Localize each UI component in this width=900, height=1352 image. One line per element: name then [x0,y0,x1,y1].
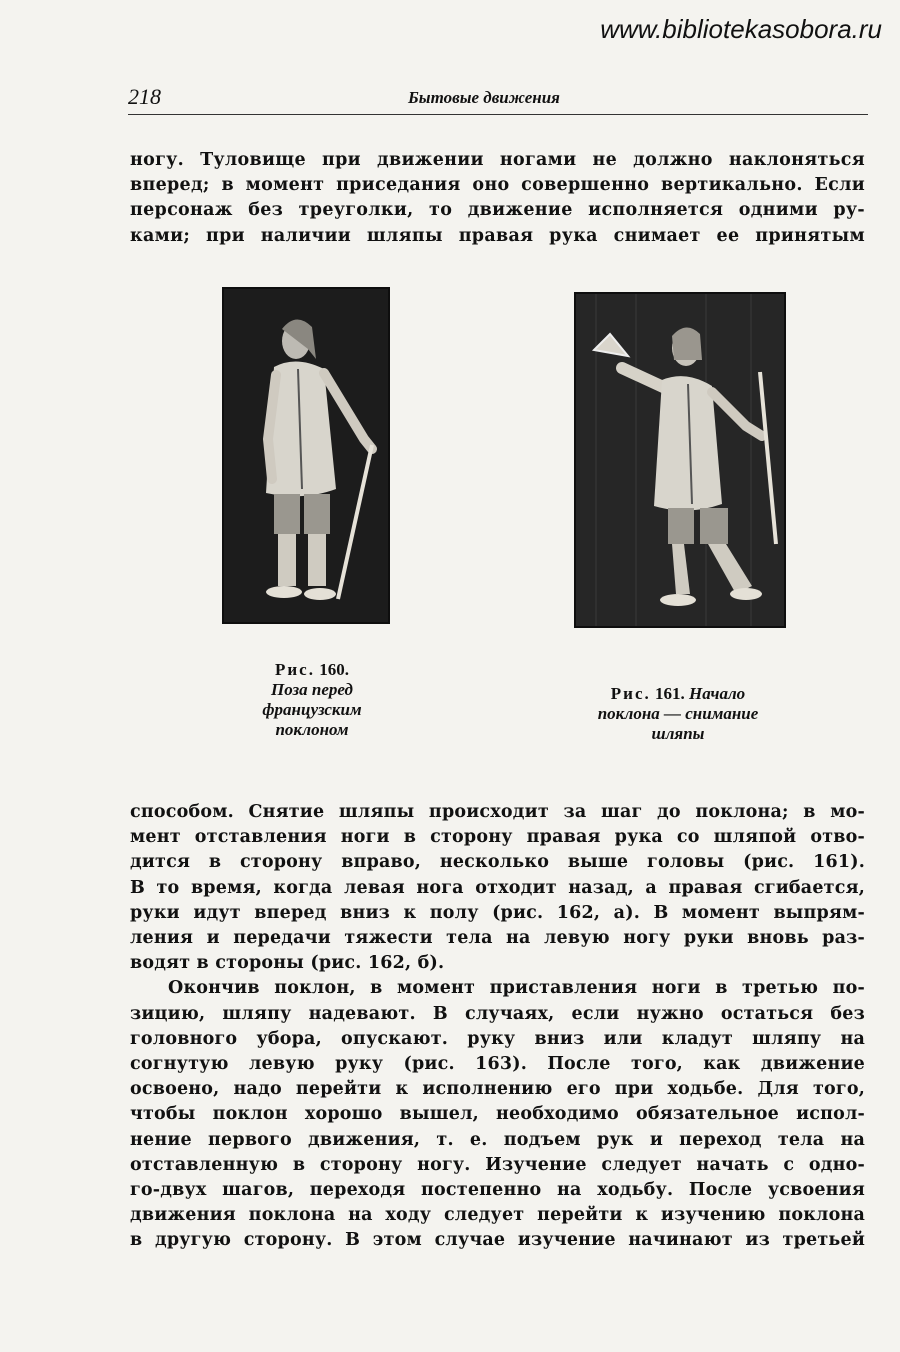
text-line: освоено, надо перейти к исполнению его при ходьбе. Для того, [130,1079,865,1100]
figure-160-caption [222,660,402,740]
text-line: движения поклона на ходу следует перейти к изучению поклона [130,1205,865,1226]
caption-text-line: Начало [689,684,746,703]
caption-text-line: поклона — снимание [597,704,759,723]
text-line: чтобы поклон хорошо вышел, необходимо обязательное испол- [130,1104,865,1125]
figure-161-caption [560,684,796,744]
text-line: водят в стороны (рис. 162, б). [130,953,445,974]
top-paragraph [130,148,865,249]
caption-text-line: Поза перед [271,680,353,699]
watermark: www.bibliotekasobora.ru [600,14,882,44]
text-line: В то время, когда левая нога отходит назад, а правая сгибается, [130,877,865,898]
page-number: 218 [128,84,161,109]
text-line: мент отставления ноги в сторону правая рука со шляпой отво- [130,827,865,848]
text-line: ками; при наличии шляпы правая рука снимает ее принятым [130,225,865,246]
text-line: нение первого движения, т. е. подъем рук и переход тела на [130,1129,865,1150]
text-line: ления и передачи тяжести тела на левую ногу руки вновь раз- [130,928,865,949]
caption-number: 160. [319,660,349,679]
text-line: персонаж без треуголки, то движение исполняется одними ру- [130,200,865,221]
text-line: способом. Снятие шляпы происходит за шаг до поклона; в мо- [130,802,865,822]
section-title: Бытовые движения [408,88,560,107]
caption-text-line: поклоном [275,720,349,739]
text-line: го-двух шагов, переходя постепенно на ходьбу. После усвоения [130,1180,865,1201]
running-head [128,84,868,115]
caption-label: Рис. [610,684,651,703]
text-line: руки идут вперед вниз к полу (рис. 162, а). В момент выпрям- [130,902,865,923]
figure-160-illustration [224,289,388,622]
caption-text-line: шляпы [651,724,705,743]
text-line: головного убора, опускают. руку вниз или кладут шляпу на [130,1028,865,1049]
bottom-paragraphs [130,800,865,1254]
caption-number: 161. [655,684,685,703]
text-line: ногу. Туловище при движении ногами не должно наклоняться [130,150,865,170]
text-line: согнутую левую руку (рис. 163). После того, как движение [130,1054,865,1075]
text-line: вперед; в момент приседания оно совершенно вертикально. Если [130,175,865,196]
text-line: Окончив поклон, в момент приставления ноги в третью по- [168,978,865,999]
text-line: в другую сторону. В этом случае изучение начинают из третьей [130,1230,865,1251]
caption-text-line: французским [262,700,362,719]
text-line: зицию, шляпу надевают. В случаях, если нужно остаться без [130,1003,865,1024]
text-line: отставленную в сторону ногу. Изучение следует начать с одно- [130,1154,865,1175]
text-line: дится в сторону вправо, несколько выше головы (рис. 161). [130,852,865,873]
caption-label: Рис. [275,660,315,679]
figure-160-photo [222,287,390,624]
figure-161-photo [574,292,786,628]
figure-161-illustration [576,294,784,626]
